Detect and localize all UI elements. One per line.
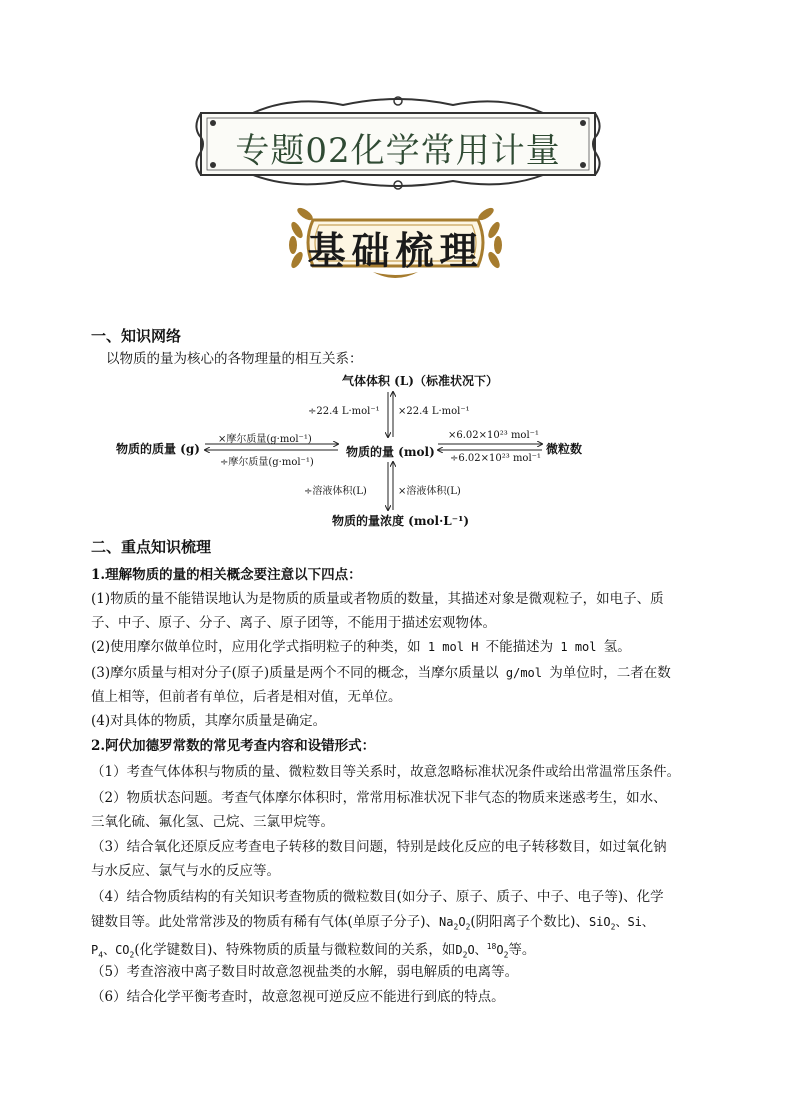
section-badge [283,200,508,285]
item-4-line-3 [91,938,535,964]
diagram-label-right-upper: ×6.02×10²³ mol⁻¹ [448,430,539,441]
relationship-diagram [110,370,600,532]
para-3-pre: (3)摩尔质量与相对分子(原子)质量是两个不同的概念，当摩尔质量以 [91,665,499,681]
diagram-label-top-right: ×22.4 L·mol⁻¹ [398,406,470,417]
diagram-node-particles: 微粒数 [546,442,583,456]
formula-na2o2: $Na_2O_2$ [439,915,471,932]
title-banner [193,95,603,190]
item-6: （6）结合化学平衡考查时，故意忽视可逆反应不能进行到底的特点。 [91,989,505,1005]
diagram-label-bottom-right: ×溶液体积(L) [398,486,461,497]
para-2-post: 氢。 [603,639,631,655]
formula-d2o: $D_2O$、 [455,943,487,960]
diagram-label-top-left: ÷22.4 L·mol⁻¹ [308,406,380,417]
diagram-node-mass: 物质的质量 (g) [116,442,200,456]
diagram-node-gas-volume: 气体体积 (L)（标准状况下） [342,374,498,388]
para-3-mono: g/mol [498,666,550,680]
item-5: （5）考查溶液中离子数目时故意忽视盐类的水解，弱电解质的电离等。 [91,964,519,980]
formula-sio2: SiO$_2$ [588,915,616,932]
item-4-end: 等。 [508,942,536,958]
para-3-line-1 [91,664,671,682]
para-1-line-1: (1)物质的量不能错误地认为是物质的质量或者物质的数量，其描述对象是微观粒子，如电子、质 [91,591,664,607]
para-3-line-2: 值上相等，但前者有单位，后者是相对值，无单位。 [91,689,402,705]
item-4-text-c: (化学键数目)、特殊物质的质量与微粒数间的关系，如 [134,942,456,958]
para-1-line-2: 子、中子、原子、分子、离子、原子团等，不能用于描述宏观物体。 [91,615,496,631]
item-3-line-1: （3）结合氧化还原反应考查电子转移的数目问题，特别是歧化反应的电子转移数目，如过氧化钠 [91,839,667,855]
item-4-text-b: (阴阳离子个数比)、 [470,914,589,930]
subheading-2: 2.阿伏加德罗常数的常见考查内容和设错形式： [91,738,376,754]
section-heading-2: 二、重点知识梳理 [91,538,212,556]
para-2-mono-2: 1 mol [553,640,604,654]
item-4-line-2 [91,913,654,936]
item-2-line-2: 三氧化硫、氟化氢、己烷、三氯甲烷等。 [91,814,334,830]
section-heading-1: 一、知识网络 [91,327,182,345]
diagram-label-left-upper: ×摩尔质量(g·mol⁻¹) [218,434,312,445]
para-3-post: 为单位时，二者在数 [549,665,671,681]
para-2-pre: (2)使用摩尔做单位时，应用化学式指明粒子的种类，如 [91,639,421,655]
diagram-label-bottom-left: ÷溶液体积(L) [304,486,367,497]
formula-co2: 、$CO_2$ [103,943,135,960]
page-title: 专题02化学常用计量 [235,131,561,171]
item-3-line-2: 与水反应、氯气与水的反应等。 [91,863,280,879]
para-2 [91,638,631,656]
item-2-line-1: （2）物质状态问题。考查气体摩尔体积时，常常用标准状况下非气态的物质来迷惑考生，如水、 [91,790,667,806]
formula-p4: $P_4$ [91,943,104,960]
diagram-label-right-lower: ÷6.02×10²³ mol⁻¹ [450,453,541,464]
diagram-node-concentration: 物质的量浓度 (mol·L⁻¹) [332,514,469,528]
formula-si: 、Si、 [615,915,654,929]
badge-label: 基础梳理 [307,229,484,273]
para-2-mid: 不能描述为 [485,639,554,655]
para-4: (4)对具体的物质，其摩尔质量是确定。 [91,713,327,729]
item-4-text-a: 键数目等。此处常常涉及的物质有稀有气体(单原子分子)、 [91,914,440,930]
item-1: （1）考查气体体积与物质的量、微粒数目等关系时，故意忽略标准状况条件或给出常温常压条件。 [91,764,681,780]
item-4-line-1: （4）结合物质结构的有关知识考查物质的微粒数目(如分子、原子、质子、中子、电子等)、化学 [91,889,664,905]
formula-18o2: $^{18}O_2$ [486,942,509,960]
diagram-node-amount: 物质的量 (mol) [346,445,435,459]
para-2-mono-1: 1 mol H [420,640,486,654]
diagram-label-left-lower: ÷摩尔质量(g·mol⁻¹) [220,457,314,468]
intro-text: 以物质的量为核心的各物理量的相互关系： [106,351,363,367]
subheading-1: 1.理解物质的量的相关概念要注意以下四点： [91,567,362,583]
